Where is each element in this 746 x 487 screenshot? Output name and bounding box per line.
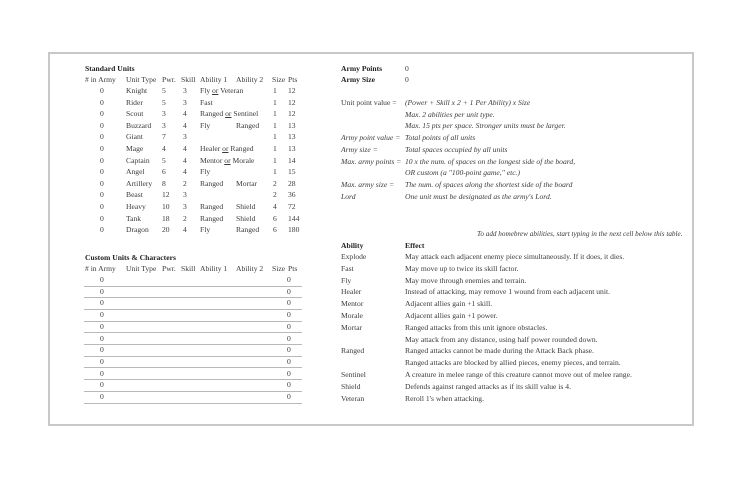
ability-option: Fly bbox=[200, 86, 211, 95]
unit-type-cell[interactable]: Knight bbox=[126, 86, 148, 95]
custom-row-divider bbox=[84, 356, 302, 357]
ability-effect-cell[interactable]: May move through enemies and terrain. bbox=[405, 275, 527, 285]
unit-skill-cell[interactable]: 3 bbox=[183, 190, 187, 200]
unit-ability1-cell[interactable] bbox=[200, 109, 258, 119]
custom-points-cell: 0 bbox=[287, 333, 291, 343]
unit-points-cell: 14 bbox=[288, 155, 296, 165]
ability-name-cell[interactable]: Explode bbox=[341, 252, 367, 261]
custom-count-cell[interactable]: 0 bbox=[100, 298, 104, 308]
army-size-label: Army Size bbox=[341, 75, 375, 84]
unit-ability1-cell[interactable] bbox=[200, 202, 223, 212]
custom-points-cell: 0 bbox=[287, 345, 291, 355]
unit-count-cell[interactable]: 0 bbox=[100, 155, 104, 165]
custom-points-cell: 0 bbox=[287, 356, 291, 366]
ability-effect-cell[interactable]: Defends against ranged attacks as if its skill value is 4. bbox=[405, 381, 571, 391]
unit-size-cell[interactable]: 2 bbox=[273, 190, 277, 200]
ability-option: Fast bbox=[200, 97, 213, 107]
custom-points-cell: 0 bbox=[287, 380, 291, 390]
ability-option: Ranged bbox=[200, 178, 224, 188]
custom-count-cell[interactable]: 0 bbox=[100, 356, 104, 366]
unit-power-cell[interactable]: 20 bbox=[162, 225, 170, 235]
ability-option: Ranged bbox=[200, 109, 224, 119]
unit-count-cell[interactable]: 0 bbox=[100, 86, 104, 95]
ability-name-cell[interactable]: Fly bbox=[341, 275, 352, 285]
unit-ability1-cell[interactable] bbox=[200, 86, 243, 96]
unit-type-cell[interactable]: Dragon bbox=[126, 225, 149, 235]
ability-option: Mentor bbox=[200, 155, 223, 165]
unit-points-cell: 15 bbox=[288, 167, 296, 177]
custom-count-cell[interactable]: 0 bbox=[100, 368, 104, 378]
unit-skill-cell[interactable]: 3 bbox=[183, 86, 187, 95]
ability-option: Morale bbox=[232, 155, 255, 165]
unit-power-cell[interactable]: 3 bbox=[162, 109, 166, 119]
custom-count-cell[interactable]: 0 bbox=[100, 310, 104, 320]
standard-col-header-ability2: Ability 2 bbox=[236, 75, 264, 84]
custom-count-cell[interactable]: 0 bbox=[100, 321, 104, 331]
rule-label: Max. army size = bbox=[341, 179, 395, 189]
unit-skill-cell[interactable]: 4 bbox=[183, 144, 187, 153]
or-separator: or bbox=[224, 155, 231, 165]
unit-count-cell[interactable]: 0 bbox=[100, 97, 104, 107]
ability-option: Ranged bbox=[200, 213, 224, 223]
unit-size-cell[interactable]: 1 bbox=[273, 109, 277, 119]
unit-size-cell[interactable]: 1 bbox=[273, 144, 277, 153]
unit-ability2-cell[interactable]: Shield bbox=[236, 213, 256, 223]
ability-effect-cell[interactable]: Adjacent allies gain +1 skill. bbox=[405, 299, 493, 309]
ability-option: Ranged bbox=[200, 202, 224, 211]
ability-effect-cell[interactable]: Instead of attacking, may remove 1 wound from each adjacent unit. bbox=[405, 287, 610, 297]
unit-power-cell[interactable]: 7 bbox=[162, 132, 166, 142]
unit-skill-cell[interactable]: 3 bbox=[183, 202, 187, 211]
rule-text: Max. 15 pts per space. Stronger units must be larger. bbox=[405, 121, 566, 131]
unit-size-cell[interactable]: 6 bbox=[273, 213, 277, 223]
unit-type-cell[interactable]: Beast bbox=[126, 190, 143, 200]
standard-col-header-pwr: Pwr. bbox=[162, 75, 176, 84]
unit-count-cell[interactable]: 0 bbox=[100, 132, 104, 142]
rule-label: Army size = bbox=[341, 144, 378, 154]
unit-power-cell[interactable]: 12 bbox=[162, 190, 170, 200]
unit-ability1-cell[interactable] bbox=[200, 121, 210, 131]
unit-points-cell: 144 bbox=[288, 213, 300, 223]
ability-option: Veteran bbox=[220, 86, 244, 95]
rule-label: Lord bbox=[341, 191, 356, 201]
rule-text: (Power + Skill x 2 + 1 Per Ability) x Size bbox=[405, 98, 531, 107]
unit-ability1-cell[interactable] bbox=[200, 98, 213, 108]
custom-count-cell[interactable]: 0 bbox=[100, 286, 104, 296]
custom-points-cell: 0 bbox=[287, 298, 291, 308]
ability-effect-cell[interactable]: Adjacent allies gain +1 power. bbox=[405, 311, 498, 320]
rule-text: Total points of all units bbox=[405, 133, 476, 143]
unit-ability2-cell[interactable]: Ranged bbox=[236, 120, 260, 130]
unit-power-cell[interactable]: 3 bbox=[162, 120, 166, 130]
standard-col-header-pts: Pts bbox=[288, 75, 298, 84]
unit-points-cell: 36 bbox=[288, 190, 296, 200]
unit-ability2-cell[interactable]: Ranged bbox=[236, 225, 260, 235]
custom-points-cell: 0 bbox=[287, 321, 291, 331]
unit-power-cell[interactable]: 5 bbox=[162, 155, 166, 165]
unit-skill-cell[interactable]: 2 bbox=[183, 213, 187, 223]
unit-points-cell: 72 bbox=[288, 202, 296, 211]
unit-type-cell[interactable]: Captain bbox=[126, 155, 150, 165]
custom-row-divider bbox=[84, 391, 302, 392]
ability-name-cell[interactable]: Ranged bbox=[341, 346, 365, 356]
unit-type-cell[interactable]: Tank bbox=[126, 213, 142, 223]
custom-row-divider bbox=[84, 309, 302, 310]
unit-points-cell: 12 bbox=[288, 86, 296, 95]
custom-row-divider bbox=[84, 321, 302, 322]
unit-size-cell[interactable]: 1 bbox=[273, 86, 277, 95]
ability-effect-cell[interactable]: May move up to twice its skill factor. bbox=[405, 263, 519, 273]
unit-ability1-cell[interactable] bbox=[200, 144, 254, 154]
ability-name-cell[interactable]: Sentinel bbox=[341, 370, 366, 379]
custom-col-header-size: Size bbox=[272, 264, 286, 273]
ability-effect-cell[interactable]: Ranged attacks cannot be made during the Attack Back phase. bbox=[405, 346, 594, 356]
unit-skill-cell[interactable]: 4 bbox=[183, 120, 187, 130]
unit-count-cell[interactable]: 0 bbox=[100, 178, 104, 188]
custom-col-header-count: # in Army bbox=[85, 264, 116, 273]
unit-count-cell[interactable]: 0 bbox=[100, 144, 104, 153]
custom-row-divider bbox=[84, 297, 302, 298]
unit-size-cell[interactable]: 1 bbox=[273, 120, 277, 130]
custom-col-header-ability2: Ability 2 bbox=[236, 264, 264, 273]
rule-label: Unit point value = bbox=[341, 98, 397, 107]
unit-size-cell[interactable]: 1 bbox=[273, 167, 277, 177]
ability-effect-cell[interactable]: May attack each adjacent enemy piece simultaneously. If it does, it dies. bbox=[405, 252, 625, 261]
custom-row-divider bbox=[84, 403, 302, 404]
unit-ability1-cell[interactable] bbox=[200, 167, 210, 177]
army-size-value: 0 bbox=[405, 75, 409, 84]
custom-row-divider bbox=[84, 379, 302, 380]
army-points-value: 0 bbox=[405, 64, 409, 73]
custom-count-cell[interactable]: 0 bbox=[100, 345, 104, 355]
unit-count-cell[interactable]: 0 bbox=[100, 167, 104, 177]
or-separator: or bbox=[222, 144, 229, 153]
unit-points-cell: 12 bbox=[288, 109, 296, 119]
unit-skill-cell[interactable]: 4 bbox=[183, 109, 187, 119]
unit-count-cell[interactable]: 0 bbox=[100, 109, 104, 119]
unit-count-cell[interactable]: 0 bbox=[100, 120, 104, 130]
unit-points-cell: 12 bbox=[288, 97, 296, 107]
ability-effect-cell[interactable]: May attack from any distance, using half power rounded down. bbox=[405, 334, 598, 344]
army-points-label: Army Points bbox=[341, 64, 383, 73]
unit-skill-cell[interactable]: 4 bbox=[183, 167, 187, 177]
custom-count-cell[interactable]: 0 bbox=[100, 392, 104, 401]
ability-option: Fly bbox=[200, 167, 211, 177]
unit-power-cell[interactable]: 4 bbox=[162, 144, 166, 153]
unit-skill-cell[interactable]: 3 bbox=[183, 132, 187, 142]
unit-type-cell[interactable]: Rider bbox=[126, 97, 143, 107]
abilities-header-ability: Ability bbox=[341, 241, 364, 250]
ability-effect-cell[interactable]: Ranged attacks from this unit ignore obstacles. bbox=[405, 322, 548, 332]
custom-col-header-skill: Skill bbox=[181, 264, 196, 273]
standard-units-title: Standard Units bbox=[85, 64, 135, 73]
rule-text: Max. 2 abilities per unit type. bbox=[405, 109, 495, 119]
unit-points-cell: 180 bbox=[288, 225, 300, 235]
custom-col-header-type: Unit Type bbox=[126, 264, 157, 273]
unit-size-cell[interactable]: 1 bbox=[273, 132, 277, 142]
ability-name-cell[interactable]: Shield bbox=[341, 381, 361, 391]
unit-count-cell[interactable]: 0 bbox=[100, 202, 104, 211]
custom-row-divider bbox=[84, 367, 302, 368]
unit-type-cell[interactable]: Mage bbox=[126, 144, 144, 153]
rule-text: Total spaces occupied by all units bbox=[405, 144, 508, 154]
unit-points-cell: 13 bbox=[288, 120, 296, 130]
custom-units-title: Custom Units & Characters bbox=[85, 253, 176, 262]
ability-name-cell[interactable]: Mortar bbox=[341, 322, 363, 332]
unit-skill-cell[interactable]: 2 bbox=[183, 178, 187, 188]
unit-ability1-cell[interactable] bbox=[200, 179, 223, 189]
unit-power-cell[interactable]: 18 bbox=[162, 213, 170, 223]
custom-points-cell: 0 bbox=[287, 392, 291, 401]
or-separator: or bbox=[212, 86, 219, 95]
custom-row-divider bbox=[84, 332, 302, 333]
ability-option: Fly bbox=[200, 120, 211, 130]
custom-points-cell: 0 bbox=[287, 368, 291, 378]
unit-ability2-cell[interactable]: Shield bbox=[236, 202, 256, 211]
unit-type-cell[interactable]: Buzzard bbox=[126, 120, 152, 130]
unit-size-cell[interactable]: 1 bbox=[273, 155, 277, 165]
standard-col-header-type: Unit Type bbox=[126, 75, 157, 84]
unit-size-cell[interactable]: 1 bbox=[273, 97, 277, 107]
unit-size-cell[interactable]: 4 bbox=[273, 202, 277, 211]
custom-col-header-pwr: Pwr. bbox=[162, 264, 176, 273]
unit-points-cell: 13 bbox=[288, 144, 296, 153]
ability-name-cell[interactable]: Veteran bbox=[341, 393, 365, 403]
custom-points-cell: 0 bbox=[287, 286, 291, 296]
ability-effect-cell[interactable]: Ranged attacks are blocked by allied pieces, enemy pieces, and terrain. bbox=[405, 358, 621, 368]
custom-points-cell: 0 bbox=[287, 275, 291, 284]
unit-type-cell[interactable]: Angel bbox=[126, 167, 145, 177]
rule-text: 10 x the num. of spaces on the longest side of the board, bbox=[405, 156, 576, 166]
ability-option: Fly bbox=[200, 225, 211, 235]
unit-points-cell: 28 bbox=[288, 178, 296, 188]
unit-type-cell[interactable]: Giant bbox=[126, 132, 143, 142]
ability-option: Healer bbox=[200, 144, 221, 153]
unit-power-cell[interactable]: 5 bbox=[162, 97, 166, 107]
rule-label: Army point value = bbox=[341, 133, 401, 143]
rule-text: The num. of spaces along the shortest side of the board bbox=[405, 179, 573, 189]
ability-name-cell[interactable]: Mentor bbox=[341, 299, 364, 309]
rule-text: OR custom (a "100-point game," etc.) bbox=[405, 168, 520, 178]
ability-name-cell[interactable]: Healer bbox=[341, 287, 362, 297]
custom-count-cell[interactable]: 0 bbox=[100, 333, 104, 343]
unit-size-cell[interactable]: 6 bbox=[273, 225, 277, 235]
unit-skill-cell[interactable]: 4 bbox=[183, 225, 187, 235]
custom-col-header-ability1: Ability 1 bbox=[200, 264, 228, 273]
unit-ability1-cell[interactable] bbox=[200, 214, 223, 224]
unit-power-cell[interactable]: 6 bbox=[162, 167, 166, 177]
unit-type-cell[interactable]: Scout bbox=[126, 109, 144, 119]
standard-col-header-size: Size bbox=[272, 75, 286, 84]
rule-text: One unit must be designated as the army's Lord. bbox=[405, 191, 552, 201]
ability-name-cell[interactable]: Fast bbox=[341, 263, 354, 273]
unit-points-cell: 13 bbox=[288, 132, 296, 142]
custom-count-cell[interactable]: 0 bbox=[100, 275, 104, 284]
rule-label: Max. army points = bbox=[341, 156, 402, 166]
standard-col-header-count: # in Army bbox=[85, 75, 116, 84]
custom-col-header-pts: Pts bbox=[288, 264, 298, 273]
unit-power-cell[interactable]: 5 bbox=[162, 86, 166, 95]
unit-ability2-cell[interactable]: Mortar bbox=[236, 178, 258, 188]
ability-effect-cell[interactable]: A creature in melee range of this creature cannot move out of melee range. bbox=[405, 370, 632, 379]
custom-points-cell: 0 bbox=[287, 310, 291, 320]
ability-option: Ranged bbox=[230, 144, 254, 153]
unit-size-cell[interactable]: 2 bbox=[273, 178, 277, 188]
ability-name-cell[interactable]: Morale bbox=[341, 311, 363, 320]
unit-power-cell[interactable]: 10 bbox=[162, 202, 170, 211]
ability-effect-cell[interactable]: Reroll 1's when attacking. bbox=[405, 393, 484, 403]
unit-power-cell[interactable]: 8 bbox=[162, 178, 166, 188]
unit-count-cell[interactable]: 0 bbox=[100, 225, 104, 235]
unit-count-cell[interactable]: 0 bbox=[100, 190, 104, 200]
unit-count-cell[interactable]: 0 bbox=[100, 213, 104, 223]
ability-option: Sentinel bbox=[233, 109, 259, 119]
unit-ability1-cell[interactable] bbox=[200, 225, 210, 235]
abilities-header-effect: Effect bbox=[405, 241, 425, 250]
unit-ability1-cell[interactable] bbox=[200, 156, 254, 166]
custom-count-cell[interactable]: 0 bbox=[100, 380, 104, 390]
custom-row-divider bbox=[84, 344, 302, 345]
homebrew-note: To add homebrew abilities, start typing in the next cell below this table. bbox=[477, 230, 683, 238]
or-separator: or bbox=[225, 109, 232, 119]
unit-type-cell[interactable]: Heavy bbox=[126, 202, 146, 211]
unit-skill-cell[interactable]: 3 bbox=[183, 97, 187, 107]
custom-row-divider bbox=[84, 286, 302, 287]
standard-col-header-skill: Skill bbox=[181, 75, 196, 84]
unit-type-cell[interactable]: Artillery bbox=[126, 178, 153, 188]
unit-skill-cell[interactable]: 4 bbox=[183, 155, 187, 165]
standard-col-header-ability1: Ability 1 bbox=[200, 75, 228, 84]
